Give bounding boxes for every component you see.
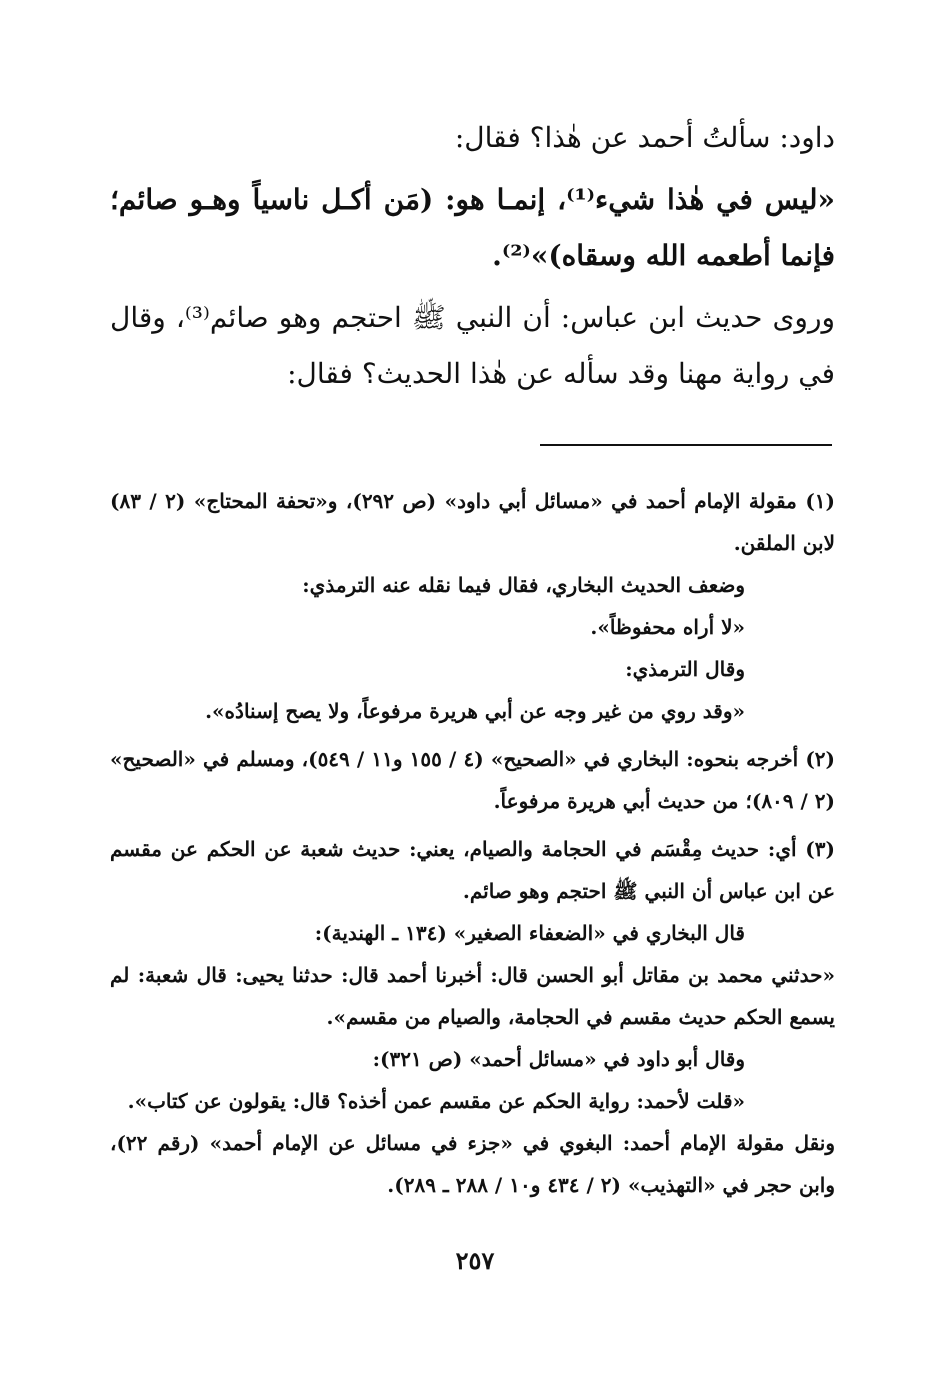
footnote-1: (١) مقولة الإمام أحمد في «مسائل أبي داود» (ص ٢٩٢)، و«تحفة المحتاج» (٢ / ٨٣) لابن الملقن. [110, 489, 836, 555]
footnote-3-ahmad-quote: «قلت لأحمد: رواية الحكم عن مقسم عمن أخذه؟ قال: يقولون عن كتاب». [127, 1089, 745, 1113]
footnote-3-bukhari: قال البخاري في «الضعفاء الصغير» (١٣٤ ـ الهندية): [314, 921, 745, 945]
footnote-3-abu-dawud: وقال أبو داود في «مسائل أحمد» (ص ٣٢١): [372, 1047, 745, 1071]
footnote-3-quote: «حدثني محمد بن مقاتل أبو الحسن قال: أخبرنا أحمد قال: حدثنا يحيى: قال شعبة: لم يسمع الحكم حديث مقسم في الحجامة، والصيام من مقسم». [110, 963, 835, 1029]
footnote-separator [540, 444, 832, 446]
footnote-1-tirmidhi-quote: «وقد روي من غير وجه عن أبي هريرة مرفوعاً، ولا يصح إسنادُه». [205, 699, 745, 723]
main-paragraph-ibn-abbas: وروى حديث ابن عباس: أن النبي ﷺ احتجم وهو صائم⁽³⁾، وقال في رواية مهنا وقد سأله عن هٰذا الحديث؟ فقال: [110, 301, 835, 390]
footnote-1-quote: «لا أراه محفوظاً». [590, 615, 745, 639]
footnote-3: (٣) أي: حديث مِقْسَم في الحجامة والصيام، يعني: حديث شعبة عن الحكم عن مقسم عن ابن عباس أن النبي ﷺ احتجم وهو صائم. [110, 837, 835, 903]
footnote-1-tirmidhi: وقال الترمذي: [625, 657, 745, 681]
footnote-3-baghawi: ونقل مقولة الإمام أحمد: البغوي في «جزء في مسائل عن الإمام أحمد» (رقم ٢٢)، وابن حجر في «التهذيب» (٢ / ٤٣٤ و١٠ / ٢٨٨ ـ ٢٨٩). [110, 1131, 835, 1197]
main-line-question: داود: سألتُ أحمد عن هٰذا؟ فقال: [454, 121, 835, 154]
footnote-2: (٢) أخرجه بنحوه: البخاري في «الصحيح» (٤ / ١٥٥ و١١ / ٥٤٩)، ومسلم في «الصحيح» (٢ / ٨٠٩)؛ من حديث أبي هريرة مرفوعاً. [110, 747, 836, 813]
footnote-1-bukhari: وضعف الحديث البخاري، فقال فيما نقله عنه الترمذي: [302, 573, 745, 597]
page-number: ٢٥٧ [455, 1246, 495, 1275]
footnotes-section [110, 480, 835, 1206]
main-quote-answer: «ليس في هٰذا شيء⁽¹⁾، إنمـا هو: (مَن أكـل ناسياً وهـو صائم؛ فإنما أطعمه الله وسقاه)»⁽²⁾. [110, 183, 835, 272]
main-text [110, 110, 835, 402]
